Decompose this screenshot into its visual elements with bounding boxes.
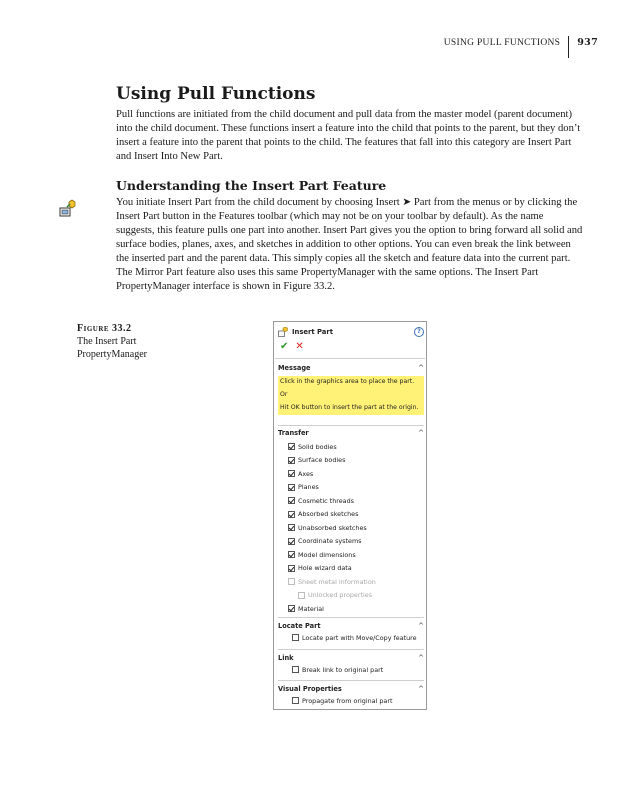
figure-number: Figure 33.2 [77, 323, 132, 334]
option-solid-bodies[interactable] [288, 440, 424, 454]
option-surface-bodies[interactable] [288, 454, 424, 468]
chevron-up-icon[interactable]: ^ [418, 685, 424, 693]
option-label: Model dimensions [298, 550, 356, 559]
checkbox[interactable] [288, 551, 295, 558]
figure-caption-line-1: The Insert Part [77, 336, 137, 347]
insert-part-property-manager [273, 321, 427, 710]
option-cosmetic-threads[interactable] [288, 494, 424, 508]
checkbox[interactable] [288, 538, 295, 545]
cancel-button[interactable]: ✕ [295, 341, 304, 352]
locate-part-heading: Locate Part [278, 622, 321, 630]
option-axes[interactable] [288, 467, 424, 481]
visual-properties-group [278, 680, 424, 708]
running-head [444, 36, 598, 58]
panel-header [278, 326, 424, 338]
transfer-group-header[interactable] [278, 428, 424, 438]
message-group-header[interactable] [278, 363, 424, 373]
ok-button[interactable]: ✔ [280, 341, 289, 352]
checkbox [298, 592, 305, 599]
checkbox[interactable] [288, 497, 295, 504]
option-label: Axes [298, 469, 314, 478]
option-model-dimensions[interactable] [288, 548, 424, 562]
link-heading: Link [278, 654, 294, 662]
page-number: 937 [577, 37, 598, 48]
chevron-up-icon[interactable]: ^ [418, 654, 424, 662]
option-label: Surface bodies [298, 456, 346, 465]
option-label: Sheet metal information [298, 577, 376, 586]
paragraph-1: Pull functions are initiated from the child document and pull data from the master model (parent document) into the child document. These functions insert a feature into the child that points to the parent, but they don’t insert a feature into the parent that points to the child. The features that fall into this category are Insert Part and Insert Into New Part. [116, 109, 581, 162]
chevron-up-icon[interactable]: ^ [418, 364, 424, 372]
option-hole-wizard-data[interactable] [288, 562, 424, 576]
checkbox[interactable] [288, 511, 295, 518]
option-unlocked-properties [288, 589, 424, 603]
chevron-up-icon[interactable]: ^ [418, 429, 424, 437]
divider [275, 358, 425, 359]
paragraph-2: You initiate Insert Part from the child document by choosing Insert ➤ Part from the menus or by clicking the Insert Part button in the Features toolbar (which may not be on your toolbar by default). As the name suggests, this feature pulls one part into another. Insert Part gives you the option to bring forward all solid and surface bodies, planes, axes, and sketches in addition to other options. You can even break the link between the inserted part and the parent data. This simply copies all the sketch and feature data into the current part. The Mirror Part feature also uses this same PropertyManager with the same options. The Insert Part PropertyManager interface is shown in Figure 33.2. [116, 197, 583, 292]
option-label: Cosmetic threads [298, 496, 354, 505]
option-label: Coordinate systems [298, 537, 362, 546]
option-absorbed-sketches[interactable] [288, 508, 424, 522]
checkbox[interactable] [288, 565, 295, 572]
option-propagate-visual[interactable] [278, 694, 424, 708]
checkbox [288, 578, 295, 585]
option-label: Solid bodies [298, 442, 337, 451]
transfer-group [278, 425, 424, 616]
link-group-header[interactable] [278, 653, 424, 663]
insert-part-icon [278, 327, 288, 337]
option-planes[interactable] [288, 481, 424, 495]
option-sheet-metal-information [288, 575, 424, 589]
chevron-up-icon[interactable]: ^ [418, 622, 424, 630]
option-label: Planes [298, 483, 319, 492]
message-heading: Message [278, 364, 311, 372]
help-icon[interactable]: ? [414, 327, 424, 337]
transfer-heading: Transfer [278, 429, 309, 437]
figure-caption [77, 322, 147, 361]
locate-part-group [278, 617, 424, 645]
link-group [278, 649, 424, 677]
option-label: Hole wizard data [298, 564, 352, 573]
message-line-3: Hit OK button to insert the part at the origin. [280, 404, 419, 411]
option-label: Locate part with Move/Copy feature [302, 633, 417, 642]
checkbox[interactable] [288, 443, 295, 450]
section-title: Using Pull Functions [116, 84, 316, 104]
locate-part-group-header[interactable] [278, 621, 424, 631]
option-label: Propagate from original part [302, 696, 393, 705]
figure-caption-line-2: PropertyManager [77, 349, 147, 360]
checkbox[interactable] [288, 524, 295, 531]
checkbox[interactable] [288, 605, 295, 612]
checkbox[interactable] [292, 697, 299, 704]
option-label: Absorbed sketches [298, 510, 359, 519]
checkbox[interactable] [288, 484, 295, 491]
panel-title: Insert Part [292, 328, 333, 336]
option-unabsorbed-sketches[interactable] [288, 521, 424, 535]
checkbox[interactable] [288, 457, 295, 464]
visual-properties-group-header[interactable] [278, 684, 424, 694]
message-line-2: Or [280, 391, 288, 398]
checkbox[interactable] [292, 634, 299, 641]
transfer-options [278, 440, 424, 616]
subsection-title: Understanding the Insert Part Feature [116, 178, 387, 193]
message-line-1: Click in the graphics area to place the part. [280, 378, 415, 385]
option-label: Material [298, 604, 324, 613]
option-label: Unlocked properties [308, 591, 373, 600]
option-locate-part-move-copy[interactable] [278, 631, 424, 645]
option-material[interactable] [288, 602, 424, 616]
insert-part-icon [58, 199, 78, 219]
visual-properties-heading: Visual Properties [278, 685, 342, 693]
running-head-title: USING PULL FUNCTIONS [443, 38, 561, 48]
panel-actions [280, 342, 304, 352]
option-label: Unabsorbed sketches [298, 523, 367, 532]
message-group [278, 363, 424, 415]
message-box [278, 376, 424, 415]
option-break-link[interactable] [278, 663, 424, 677]
option-label: Break link to original part [302, 665, 384, 674]
checkbox[interactable] [288, 470, 295, 477]
checkbox[interactable] [292, 666, 299, 673]
option-coordinate-systems[interactable] [288, 535, 424, 549]
